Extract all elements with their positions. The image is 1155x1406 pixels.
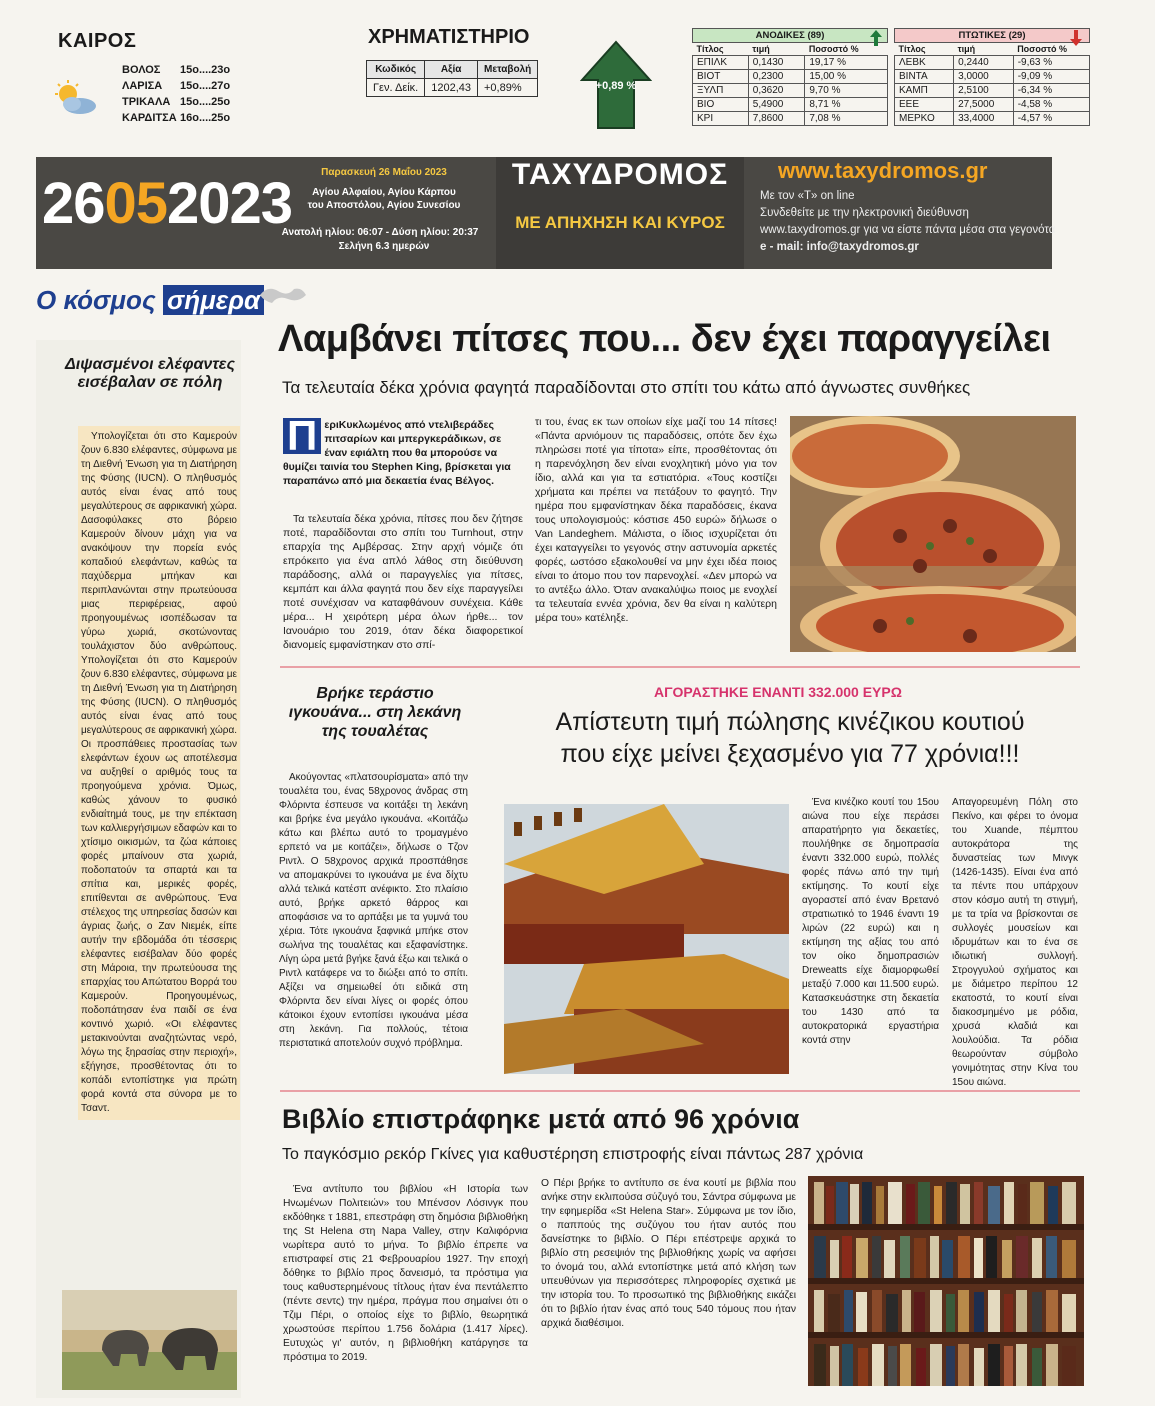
iguana-headline: Βρήκε τεράστιο ιγκουάνα... στη λεκάνη της τουαλέτας (288, 685, 462, 740)
weather-city: ΒΟΛΟΣ (122, 64, 161, 76)
weather-city: ΤΡΙΚΑΛΑ (122, 96, 171, 108)
losers-cell: ΚΑΜΠ (895, 84, 954, 98)
box-headline-line2: που είχε μείνει ξεχασμένο για 77 χρόνια!!! (560, 740, 1020, 768)
gainers-arrow-icon (870, 30, 882, 46)
gainers-cell: ΒΙΟ (693, 98, 749, 112)
stock-title: ΧΡΗΜΑΤΙΣΤΗΡΙΟ (368, 26, 530, 48)
gainers-col: τιμή (752, 44, 770, 54)
losers-table (894, 28, 1090, 126)
losers-cell: -4,58 % (1013, 98, 1089, 112)
book-headline: Βιβλίο επιστράφηκε μετά από 96 χρόνια (282, 1104, 800, 1134)
weather-title: ΚΑΙΡΟΣ (58, 30, 137, 52)
date-day: 26 (42, 171, 105, 236)
online-info-1: Με τον «Τ» on line (760, 190, 855, 202)
gainers-cell: 0,3620 (748, 84, 805, 98)
elephants-headline: Διψασμένοι ελέφαντες εισέβαλαν σε πόλη (65, 356, 235, 391)
gainers-cell: 9,70 % (805, 84, 888, 98)
losers-cell: 2,5100 (954, 84, 1014, 98)
section-divider (280, 1090, 1080, 1092)
gainers-cell: ΞΥΛΠ (693, 84, 749, 98)
gainers-title: ΑΝΟΔΙΚΕΣ (89) (693, 29, 888, 43)
stock-table (366, 60, 538, 97)
pizza-subhead: Τα τελευταία δέκα χρόνια φαγητά παραδίδονται στο σπίτι του κάτω από άγνωστες συνθήκες (282, 378, 971, 397)
gainers-cell: 5,4900 (748, 98, 805, 112)
world-map-icon (258, 283, 308, 309)
weather-row (122, 80, 230, 92)
box-headline (510, 706, 1070, 770)
section-divider (280, 666, 1080, 668)
losers-cell: 33,4000 (954, 112, 1014, 126)
box-body-col1: Ένα κινέζικο κουτί του 15ου αιώνα που είχε περάσει απαρατήρητο για δεκαετίες, πουλήθηκε σε δημοπρασία έναντι 332.000 ευρώ, πολλές φορές πάνω από την τιμή εκτίμησης. Το κουτί είχε αγοραστεί από έναν Βρετανό στρατιωτικό το 1946 έναντι 19 λιρών (22 ευρώ) και η εκτίμηση της αξίας του από τον οίκο δημοπρασιών Dreweatts είχε διαμορφωθεί μεταξύ 7.000 και 11.500 ευρώ. Κατασκευάστηκε στη δεκαετία του 1430 από τα αυτοκρατορικά εργαστήρια κοντά στην (802, 797, 939, 1046)
elephants-photo (62, 1290, 237, 1390)
gainers-cell: 19,17 % (805, 56, 888, 70)
book-subhead: Το παγκόσμιο ρεκόρ Γκίνες για καθυστέρηση επιστροφής είναι πάντως 287 χρόνια (282, 1146, 864, 1163)
losers-cell: ΛΕΒΚ (895, 56, 954, 70)
stock-cell: +0,89% (478, 79, 538, 97)
pizza-body-col1: Τα τελευταία δέκα χρόνια, πίτσες που δεν ζήτησε ποτέ, παραδίδονται στο σπίτι του Turnhout, στην επαρχία της Αμβέρσας. Στην αρχή νόμιζε ότι επρόκειτο για ένα απλό λάθος στη διεύθυνση παράδοσης, αλλά οι παραγγελίες για πίτσες, κεμπάπ και άλλα φαγητά που δεν είχε παραγγείλει ποτέ συνέχισαν να καταφθάνουν συνέχεια. Κάθε μέρα... Η χειρότερη μέρα όλων ήρθε... τον Ιανουάριο του 2019, όταν δέκα διαφορετικοί διανομείς εμφανίστηκαν στο σπί- (283, 513, 523, 651)
saints-line-2: του Αποστόλου, Αγίου Συνεσίου (307, 200, 461, 211)
newspaper-logo: ΤΑΧΥΔΡΟΜΟΣ (511, 158, 729, 191)
losers-col: τιμή (957, 44, 976, 54)
losers-cell: -6,34 % (1013, 84, 1089, 98)
box-kicker: ΑΓΟΡΑΣΤΗΚΕ ΕΝΑΝΤΙ 332.000 ΕΥΡΩ (654, 684, 902, 700)
iguana-body: Ακούγοντας «πλατσουρίσματα» από την τουαλέτα του, ένας 58χρονος άνδρας στη Φλόριντα έσπευσε να κοιτάξει τη λεκάνη και βρήκε ένα μεγάλο ιγκουάνα. «Κοιτάζω κάτω και βλέπω αυτό το τρομαγμένο ερπετό να με κοιτάζει», δήλωσε ο Τζον Ριντλ. Ο 58χρονος αρχικά προσπάθησε να απομακρύνει το ιγκουάνα με ένα δίχτυ αλλά τελικά κατέσπ ανέφικτο. Στο πλαίσιο αυτό, βρήκε αρκετό θάρρος και αποφάσισε να το αρπάξει με τα γυμνά του χέρια. Τότε ιγκουάνα ξαφνικά μπήκε στον σωλήνα της τουαλέτας και εξαφανίστηκε. Λίγη ώρα μετά βγήκε ξανά έξω και τελικά ο Ριντλ κατάφερε να το διώξει από το σπίτι. Αξίζει να σημειωθεί ότι ειδικά στη Φλόριντα δεν είναι λίγες οι φορές όπου κάτοικοι έχουν εντοπίσει ιγκουάνα μέσα στη λεκάνη. Για πολλούς, τέτοια περιστατικά αποτελούν συχνό πρόβλημα. (279, 772, 468, 1049)
weekday: Παρασκευή 26 Μαΐου 2023 (321, 167, 447, 178)
moon-phase: Σελήνη 6.3 ημερών (338, 241, 430, 252)
partly-cloudy-icon (52, 78, 100, 118)
losers-cell: 27,5000 (954, 98, 1014, 112)
stock-cell: Γεν. Δείκ. (367, 79, 425, 97)
pizza-lead-text: εριKυκλωμένος από ντελιβεράδες πιτσαρίων και μπεργκεράδικων, σε έναν εφιάλτη που θα μπορούσε να θυμίζει ταινία του Stephen King, βρίσκεται για παραπάνω από μια δεκαετία ένας Βέλγος. (283, 419, 511, 487)
stock-cell: 1202,43 (425, 79, 478, 97)
losers-col: Ποσοστό % (1017, 44, 1068, 54)
gainers-col: Τίτλος (696, 44, 724, 54)
book-body-col2: Ο Πέρι βρήκε το αντίτυπο σε ένα κουτί με βιβλία που ανήκε στην εκλιπούσα σύζυγό του, Σάντρα σύμφωνα με την εφημερίδα «St Helena Star». Σύμφωνα με τον ίδιο, ο παππούς της συζύγου του ήταν αυτός που δανείστηκε το βιβλίο. Ο Πέρι επέστρεψε αρχικά το βιβλίο στη ρεσεψιόν της βιβλιοθήκης χωρίς να αφήσει το όνομά του, αλλά εντοπίστηκε μετά από κλήση των υπευθύνων για περισσότερες πληροφορίες σχετικά με την ιστορία του. Το προσωπικό της βιβλιοθήκης εικάζει ότι το βιβλίο ήταν ένας από τους 540 τόμους που ήταν αρχικά διαθέσιμοι. (541, 1178, 796, 1329)
losers-cell: ΜΕΡΚΟ (895, 112, 954, 126)
weather-row (122, 96, 230, 108)
gainers-cell: 7,8600 (748, 112, 805, 126)
saints-line-1: Αγίου Αλφαίου, Αγίου Κάρπου (312, 187, 456, 198)
palace-photo (504, 804, 789, 1074)
site-url[interactable]: www.taxydromos.gr (778, 158, 988, 183)
gainers-cell: 15,00 % (805, 70, 888, 84)
box-headline-line1: Απίστευτη τιμή πώλησης κινέζικου κουτιού (555, 708, 1025, 736)
stock-header: Κωδικός (367, 61, 425, 79)
date-month: 05 (104, 171, 168, 236)
losers-cell: ΕΕΕ (895, 98, 954, 112)
weather-row (122, 64, 230, 76)
losers-title: ΠΤΩΤΙΚΕΣ (29) (895, 29, 1090, 43)
index-change-label: +0,89 % (595, 80, 637, 92)
gainers-cell: 0,2300 (748, 70, 805, 84)
weather-city: ΚΑΡΔΙΤΣΑ (122, 112, 177, 124)
gainers-table (692, 28, 888, 126)
gainers-cell: 8,71 % (805, 98, 888, 112)
gainers-cell: ΚΡΙ (693, 112, 749, 126)
weather-range: 15ο....23ο (180, 64, 231, 76)
weather-row (122, 112, 230, 124)
bookshelf-photo (808, 1176, 1084, 1386)
losers-cell: -4,57 % (1013, 112, 1089, 126)
losers-cell: -9,63 % (1013, 56, 1089, 70)
elephants-body: Υπολογίζεται ότι στο Καμερούν ζουν 6.830 ελέφαντες, σύμφωνα με τη Διεθνή Ένωση για τη Διατήρηση της Φύσης (IUCN). Ο πληθυσμός αυτός είναι ένας από τους μεγαλύτερους σε αφρικανική χώρα. Δασοφύλακες στο βόρειο Καμερούν δίνουν μάχη για να ανακόψουν την πορεία ενός κοπαδιού ελεφάντων, καθώς τα παχύδερμα μπήκαν και περιπλανώνται στην πρωτεύουσα μιας περιφέρειας, αφού προηγουμένως ισοπέδωσαν τα γύρω χωριά, σκοτώνοντας τουλάχιστον δύο ανθρώπους. Υπολογίζεται ότι στο Καμερούν ζουν 6.830 ελέφαντες, σύμφωνα με τη Διεθνή Ένωση για τη Διατήρηση της Φύσης (IUCN). Ο πληθυσμός αυτός είναι ένας από τους μεγαλύτερους σε αφρικανική χώρα. Οι προσπάθειες προστασίας των ελεφάντων έχουν ως αποτέλεσμα να αυξηθεί ο αριθμός τους τα προηγούμενα χρόνια. Όμως, καθώς χάνουν το φυσικό ενδιαίτημά τους, με την επέκταση των καλλιεργήσιμων εδαφών και το χτίσιμο οικισμών, τα ζώα κάποιες φορές μπαίνουν στα χωριά, ποδοπατούν τα σπαρτά και τα σπίτια και, μερικές φορές, επιτίθενται σε ανθρώπους. Ένα στέλεχος της υπηρεσίας δασών και άγριας ζωής, ο Ζαν Νιεμέκ, είπε αυτήν την εβδομάδα ότι τέσσερις ελέφαντες εισέβαλαν δύο φορές στη Μάροια, την πρωτεύουσα της επαρχίας του Απώτατου Βορρά του Καμερούν. Προηγουμένως, ποδοπάτησαν ένα παιδί σε ένα κοντινό χωριό. «Οι ελέφαντες μετακινούνται αναζητώντας νερό, λόγω της ξηρασίας στην περιοχή», εξήγησε, προσθέτοντας ότι το κοπάδι εντοπίστηκε για πρώτη φορά κοντά στα σύνορα με το Τσαντ. (78, 426, 240, 1120)
contact-email[interactable]: e - mail: info@taxydromos.gr (760, 241, 919, 253)
losers-cell: 0,2440 (954, 56, 1014, 70)
gainers-cell: 7,08 % (805, 112, 888, 126)
weather-range: 16ο....25ο (180, 112, 231, 124)
gainers-cell: 0,1430 (748, 56, 805, 70)
book-body-col1: Ένα αντίτυπο του βιβλίου «Η Ιστορία των Ηνωμένων Πολιτειών» του Μπένσον Λόσινγκ που εκδόθηκε τ 1881, επεστράφη στη δημόσια βιβλιοθήκη της St Helena στη Napa Valley, στην Καλιφόρνια νωρίτερα αυτό το μήνα. Το βιβλίο έπρεπε να επιστραφεί στις 21 Φεβρουαρίου 1927. Την εποχή δόθηκε το βιβλίο προς δανεισμό, τα πρόστιμα για τους καθυστερημένους τίτλους ήταν ένα πεντάλεπτο (πέντε σεντς) την ημέρα, πράγμα που σημαίνει ότι ο Τζιμ Πέρι, ο οποίος είχε το βιβλίο, θεωρητικά χρωστούσε περίπου 1.756 δολάρια (1.417 λίρες). Ευτυχώς γι' αυτόν, η βιβλιοθήκη κατάργησε τα πρόστιμα το 2019. (283, 1184, 528, 1363)
section-title (36, 285, 264, 316)
weather-city: ΛΑΡΙΣΑ (122, 80, 163, 92)
gainers-cell: ΕΠΙΛΚ (693, 56, 749, 70)
losers-cell: 3,0000 (954, 70, 1014, 84)
weather-range: 15ο....27ο (180, 80, 231, 92)
losers-col: Τίτλος (898, 44, 926, 54)
stock-header: Αξία (425, 61, 478, 79)
sun-times: Ανατολή ηλίου: 06:07 - Δύση ηλίου: 20:37 (281, 227, 479, 238)
section-title-part2: σήμερα (163, 285, 264, 315)
pizza-lead (283, 412, 523, 488)
pizza-headline: Λαμβάνει πίτσες που... δεν έχει παραγγείλει (278, 318, 1051, 360)
losers-cell: -9,09 % (1013, 70, 1089, 84)
stock-header: Μεταβολή (478, 61, 538, 79)
date-year: 2023 (167, 171, 293, 236)
losers-cell: ΒΙΝΤΑ (895, 70, 954, 84)
pizza-body-col2: τι του, ένας εκ των οποίων είχε μαζί του 14 πίτσες! «Πάντα αρνιόμουν τις παραδόσεις, οπότε δεν έχω πληρώσει ποτέ για τίποτα» είπε, προσθέτοντας ότι η παρενόχληση δεν είναι ενοχλητική μόνο για τον ίδιο, αλλά και για τα εστιατόρια. «Τους κοστίζει χρήματα και πρέπει να πετάξουν το φαγητό. Την ημέρα που εμφανίστηκαν δέκα παραδόσεις, έκανα τους υπολογισμούς: κόστισε 450 ευρώ» δήλωσε ο Van Landeghem. Μάλιστα, ο ίδιος ισχυρίζεται ότι έχει καταγγείλει το γεγονός στην αστυνομία αρκετές φορές, ωστόσο εξακολουθεί να μην έχει ιδέα ποιος είναι το άτομο που τον παρενοχλεί. «Δεν μπορώ να το αντέξω άλλο. Όταν ανακαλύψω ποιος με ενοχλεί τα τελευταία εννέα χρόνια, δεν θα είναι η καλύτερη μέρα του» κατέληξε. (535, 416, 777, 624)
online-info-2: Συνδεθείτε με την ηλεκτρονική διεύθυνση (760, 207, 969, 219)
losers-arrow-icon (1070, 30, 1082, 46)
drop-cap: Π (283, 418, 321, 454)
gainers-col: Ποσοστό % (808, 44, 859, 54)
weather-range: 15ο....25ο (180, 96, 231, 108)
box-body-col2: Απαγορευμένη Πόλη στο Πεκίνο, και φέρει το όνομα του Χuande, πέμπτου αυτοκράτορα της δυναστείας των Μινγκ (1426-1435). Είναι ένα από τα πέντε που υπάρχουν στον κόσμο αυτή τη στιγμή, με τα τρία να βρίσκονται σε συλλογές μουσείων και ιδρυμάτων και το ένα σε ιδιωτική συλλογή. Στρογγυλού σχήματος και με διάμετρο περίπου 12 εκατοστά, το κουτί είναι διακοσμημένο με ρόδια, χρυσά κλαδιά και λουλούδια. Τα ρόδια θεωρούνταν σύμβολο γονιμότητας στην Κίνα του 15ου αιώνα. (952, 797, 1078, 1088)
section-title-part1: Ο κόσμος (36, 285, 156, 315)
pizza-photo (790, 416, 1076, 652)
issue-date (42, 170, 292, 237)
online-info-3: www.taxydromos.gr για να είστε πάντα μέσα στα γεγονότα (760, 224, 1056, 236)
gainers-cell: ΒΙΟΤ (693, 70, 749, 84)
newspaper-tagline: ΜΕ ΑΠΗΧΗΣΗ ΚΑΙ ΚΥΡΟΣ (515, 213, 725, 232)
